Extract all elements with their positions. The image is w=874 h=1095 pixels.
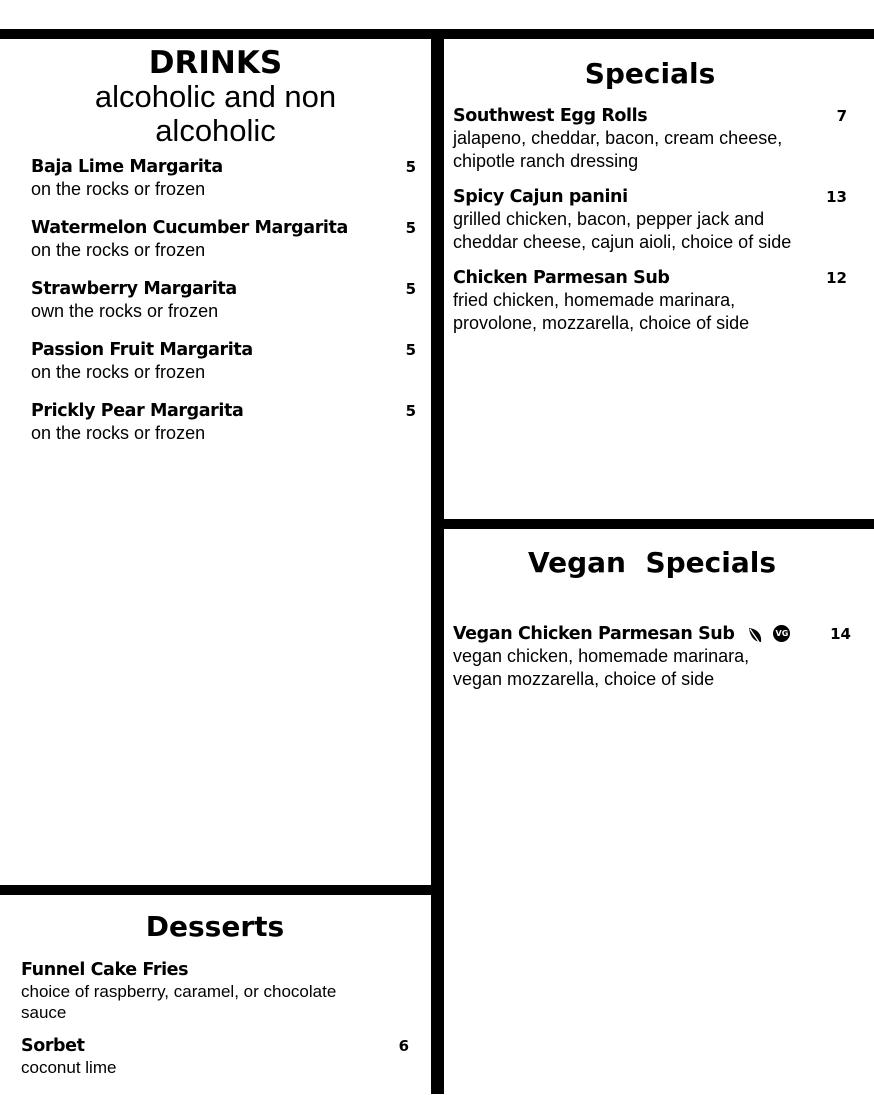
menu-item bbox=[453, 186, 847, 254]
item-name: Watermelon Cucumber Margarita bbox=[31, 217, 348, 238]
item-name: Passion Fruit Margarita bbox=[31, 339, 253, 360]
item-price: 5 bbox=[405, 218, 416, 237]
item-desc-line2: vegan mozzarella, choice of side bbox=[453, 669, 715, 690]
specials-title: Specials bbox=[584, 57, 716, 90]
item-name: Chicken Parmesan Sub bbox=[453, 268, 670, 289]
item-price: 5 bbox=[405, 279, 416, 298]
item-name: Prickly Pear Margarita bbox=[31, 400, 244, 421]
item-price: 5 bbox=[405, 340, 416, 359]
item-name: Sorbet bbox=[21, 1036, 85, 1057]
vertical-divider bbox=[431, 29, 444, 1094]
item-desc-line1: fried chicken, homemade marinara, bbox=[453, 290, 736, 311]
item-desc-line1: jalapeno, cheddar, bacon, cream cheese, bbox=[453, 128, 783, 149]
item-name: Baja Lime Margarita bbox=[31, 156, 223, 177]
desserts-section bbox=[21, 912, 409, 1095]
vegan-specials-section bbox=[453, 548, 851, 708]
item-price: 12 bbox=[826, 269, 847, 288]
item-price: 7 bbox=[836, 107, 847, 126]
item-price: 5 bbox=[405, 157, 416, 176]
specials-section bbox=[453, 59, 847, 352]
menu-item bbox=[453, 267, 847, 335]
item-desc-line2: provolone, mozzarella, choice of side bbox=[453, 313, 750, 334]
item-price: 6 bbox=[398, 1037, 409, 1056]
item-name: Southwest Egg Rolls bbox=[453, 106, 648, 127]
item-desc-line1: grilled chicken, bacon, pepper jack and bbox=[453, 209, 765, 230]
item-desc-line1: vegan chicken, homemade marinara, bbox=[453, 646, 750, 667]
item-desc-line2: sauce bbox=[21, 1003, 67, 1023]
desserts-title: Desserts bbox=[145, 910, 285, 943]
menu-item bbox=[31, 217, 416, 262]
item-price: 13 bbox=[826, 188, 847, 207]
item-desc-line1: choice of raspberry, caramel, or chocolate bbox=[21, 982, 337, 1002]
menu-item bbox=[31, 400, 416, 445]
leaf-icon bbox=[747, 627, 763, 644]
item-name: Funnel Cake Fries bbox=[21, 960, 189, 981]
menu-item bbox=[31, 278, 416, 323]
drinks-desserts-divider bbox=[0, 885, 431, 895]
item-name-group bbox=[453, 623, 790, 645]
item-desc-line1: coconut lime bbox=[21, 1058, 117, 1078]
item-price: 5 bbox=[405, 401, 416, 420]
menu-item bbox=[453, 623, 851, 691]
item-price: 14 bbox=[830, 625, 851, 644]
specials-vegan-divider bbox=[444, 519, 874, 529]
drinks-title: DRINKS bbox=[148, 45, 283, 81]
menu-item bbox=[21, 959, 409, 1023]
vg-badge-icon: VG bbox=[773, 625, 790, 642]
menu-item bbox=[31, 339, 416, 384]
menu-item bbox=[31, 156, 416, 201]
item-desc: own the rocks or frozen bbox=[31, 300, 219, 321]
drinks-subtitle-line1: alcoholic and non bbox=[94, 78, 337, 114]
item-desc-line2: cheddar cheese, cajun aioli, choice of side bbox=[453, 232, 792, 253]
item-name: Vegan Chicken Parmesan Sub bbox=[453, 624, 735, 645]
vegan-specials-title: Vegan Specials bbox=[527, 546, 777, 579]
item-name: Strawberry Margarita bbox=[31, 278, 237, 299]
menu-item bbox=[453, 105, 847, 173]
item-desc: on the rocks or frozen bbox=[31, 239, 206, 260]
drinks-subtitle-line2: alcoholic bbox=[155, 112, 276, 148]
item-desc: on the rocks or frozen bbox=[31, 361, 206, 382]
menu-item bbox=[21, 1035, 409, 1078]
item-name: Spicy Cajun panini bbox=[453, 187, 628, 208]
item-desc: on the rocks or frozen bbox=[31, 178, 206, 199]
item-desc: on the rocks or frozen bbox=[31, 422, 206, 443]
item-desc-line2: chipotle ranch dressing bbox=[453, 151, 639, 172]
drinks-section bbox=[31, 47, 416, 462]
